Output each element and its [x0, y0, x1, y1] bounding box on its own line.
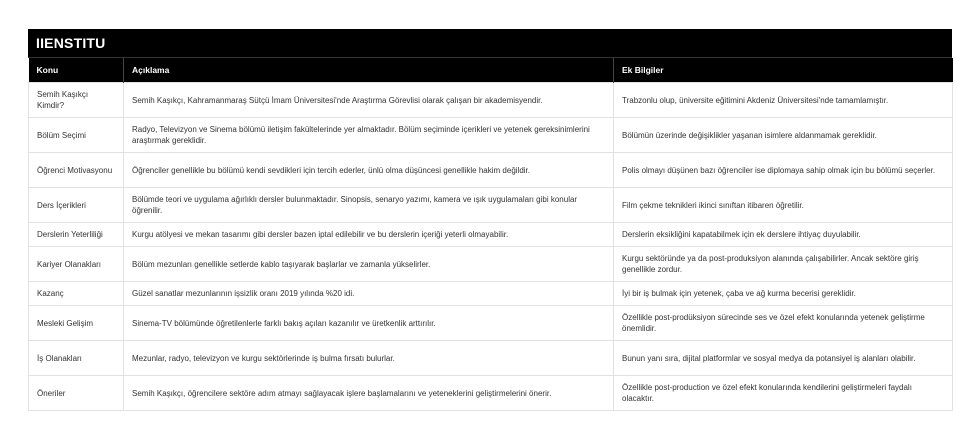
content-wrapper	[28, 29, 952, 411]
cell-description: Bölüm mezunları genellikle setlerde kablo taşıyarak başlarlar ve zamanla yükselirler.	[124, 247, 614, 282]
table-row	[29, 247, 953, 282]
cell-topic: Mesleki Gelişim	[29, 306, 124, 341]
cell-topic: Ders İçerikleri	[29, 188, 124, 223]
cell-description: Radyo, Televizyon ve Sinema bölümü iletişim fakültelerinde yer almaktadır. Bölüm seçiminde içerikleri ve yetenek gereksinimlerini araştırmak gereklidir.	[124, 118, 614, 153]
column-header-aciklama: Açıklama	[124, 58, 614, 83]
cell-topic: Öğrenci Motivasyonu	[29, 153, 124, 188]
cell-description: Bölümde teori ve uygulama ağırlıklı dersler bulunmaktadır. Sinopsis, senaryo yazımı, kamera ve ışık uygulamaları gibi konular öğrenilir.	[124, 188, 614, 223]
table-row	[29, 153, 953, 188]
cell-extra-info: Kurgu sektöründe ya da post-produksiyon alanında çalışabilirler. Ancak sektöre giriş genellikle zordur.	[614, 247, 953, 282]
cell-description: Öğrenciler genellikle bu bölümü kendi sevdikleri için tercih ederler, ünlü olma düşüncesi genellikle hakim değildir.	[124, 153, 614, 188]
cell-extra-info: Bunun yanı sıra, dijital platformlar ve sosyal medya da potansiyel iş alanları olabilir.	[614, 341, 953, 376]
cell-description: Semih Kaşıkçı, Kahramanmaraş Sütçü İmam Üniversitesi'nde Araştırma Görevlisi olarak çalışan bir akademisyendir.	[124, 83, 614, 118]
cell-extra-info: Derslerin eksikliğini kapatabilmek için ek derslere ihtiyaç duyulabilir.	[614, 223, 953, 247]
cell-description: Semih Kaşıkçı, öğrencilere sektöre adım atmayı sağlayacak işlere başlamalarını ve yeteneklerini geliştirmelerini önerir.	[124, 376, 614, 411]
cell-topic: Semih Kaşıkçı Kimdir?	[29, 83, 124, 118]
cell-extra-info: Özellikle post-production ve özel efekt konularında kendilerini geliştirmeleri faydalı olacaktır.	[614, 376, 953, 411]
brand-title: IIENSTITU	[28, 29, 952, 58]
cell-description: Kurgu atölyesi ve mekan tasarımı gibi dersler bazen iptal edilebilir ve bu derslerin içeriği yeterli olmayabilir.	[124, 223, 614, 247]
cell-topic: Bölüm Seçimi	[29, 118, 124, 153]
table-header	[29, 58, 953, 83]
cell-extra-info: Trabzonlu olup, üniversite eğitimini Akdeniz Üniversitesi'nde tamamlamıştır.	[614, 83, 953, 118]
column-header-ek-bilgiler: Ek Bilgiler	[614, 58, 953, 83]
table-row	[29, 118, 953, 153]
table-row	[29, 376, 953, 411]
column-header-konu: Konu	[29, 58, 124, 83]
cell-topic: İş Olanakları	[29, 341, 124, 376]
table-row	[29, 188, 953, 223]
cell-topic: Kariyer Olanakları	[29, 247, 124, 282]
cell-topic: Öneriler	[29, 376, 124, 411]
table-row	[29, 282, 953, 306]
cell-description: Sinema-TV bölümünde öğretilenlerle farklı bakış açıları kazanılır ve üretkenlik arttırılır.	[124, 306, 614, 341]
info-table	[28, 58, 953, 411]
cell-extra-info: Bölümün üzerinde değişiklikler yaşanan isimlere aldanmamak gereklidir.	[614, 118, 953, 153]
table-body	[29, 83, 953, 411]
header-row	[29, 58, 953, 83]
cell-topic: Kazanç	[29, 282, 124, 306]
table-row	[29, 83, 953, 118]
cell-description: Güzel sanatlar mezunlarının işsizlik oranı 2019 yılında %20 idi.	[124, 282, 614, 306]
table-row	[29, 341, 953, 376]
cell-extra-info: Özellikle post-prodüksiyon sürecinde ses ve özel efekt konularında yetenek geliştirme önemlidir.	[614, 306, 953, 341]
table-row	[29, 223, 953, 247]
table-row	[29, 306, 953, 341]
cell-description: Mezunlar, radyo, televizyon ve kurgu sektörlerinde iş bulma fırsatı bulurlar.	[124, 341, 614, 376]
cell-extra-info: Film çekme teknikleri ikinci sınıftan itibaren öğretilir.	[614, 188, 953, 223]
cell-topic: Derslerin Yeterliliği	[29, 223, 124, 247]
cell-extra-info: Polis olmayı düşünen bazı öğrenciler ise diplomaya sahip olmak için bu bölümü seçerler.	[614, 153, 953, 188]
cell-extra-info: İyi bir iş bulmak için yetenek, çaba ve ağ kurma becerisi gereklidir.	[614, 282, 953, 306]
